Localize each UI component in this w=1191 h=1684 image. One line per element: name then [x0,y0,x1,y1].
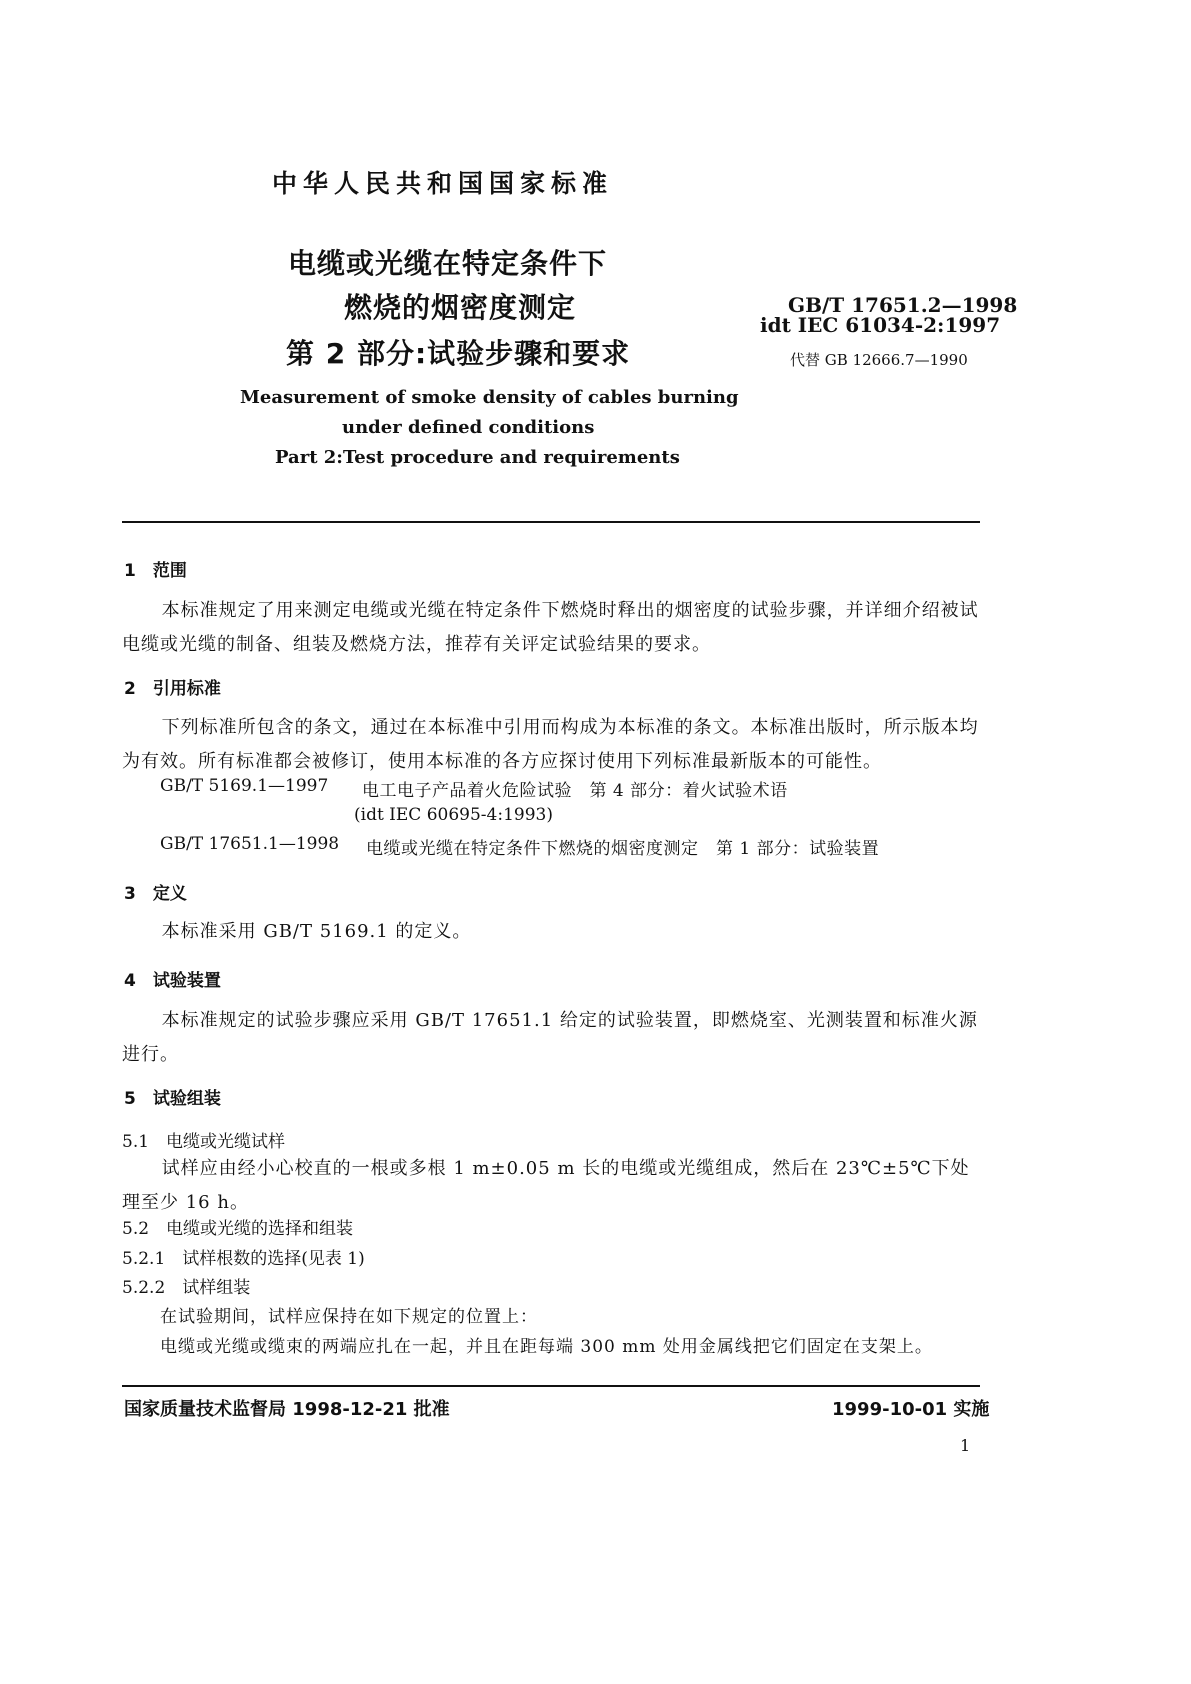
reference-2-code: GB/T 17651.1—1998 [160,834,340,854]
section-3-text: 本标准采用 GB/T 5169.1 的定义。 [161,921,472,942]
reference-2-title: 电缆或光缆在特定条件下燃烧的烟密度测定 第 1 部分：试验装置 [366,839,880,859]
title-cn-line2: 燃烧的烟密度测定 [344,291,577,324]
section-3-heading: 3 定义 [124,884,187,904]
header-divider [122,521,980,523]
title-en-line2: under defined conditions [342,417,595,438]
replaces-standard: 代替 GB 12666.7—1990 [790,351,968,369]
section-4-text: 本标准规定的试验步骤应采用 GB/T 17651.1 给定的试验装置，即燃烧室、光测装置和标准火源进行。 [122,1010,978,1065]
title-cn-line1: 电缆或光缆在特定条件下 [288,247,608,280]
idt-reference: idt IEC 61034-2:1997 [760,313,1001,337]
section-1-heading: 1 范围 [124,561,187,581]
reference-1-title: 电工电子产品着火危险试验 第 4 部分：着火试验术语 [362,781,788,801]
section-5-2-2-text-2: 电缆或光缆或缆束的两端应扎在一起，并且在距每端 300 mm 处用金属线把它们固定在支架上。 [160,1337,933,1357]
standard-number: GB/T 17651.2—1998 [788,293,1018,317]
reference-1-idt: (idt IEC 60695-4:1993) [354,805,553,825]
title-en-line1: Measurement of smoke density of cables burning [240,387,739,408]
page-number: 1 [960,1436,971,1455]
section-5-heading: 5 试验组装 [124,1089,221,1109]
approval-line: 国家质量技术监督局 1998-12-21 批准 [124,1399,450,1420]
section-5-2-2-text-1: 在试验期间，试样应保持在如下规定的位置上： [160,1307,538,1327]
implementation-date: 1999-10-01 实施 [832,1399,990,1420]
section-5-2-heading: 5.2 电缆或光缆的选择和组装 [122,1219,354,1239]
section-4-heading: 4 试验装置 [124,971,221,991]
title-cn-line3: 第 2 部分:试验步骤和要求 [286,337,631,370]
title-en-line3: Part 2:Test procedure and requirements [275,447,680,468]
section-2-heading: 2 引用标准 [124,679,221,699]
section-1-text: 本标准规定了用来测定电缆或光缆在特定条件下燃烧时释出的烟密度的试验步骤，并详细介绍被试电缆或光缆的制备、组装及燃烧方法，推荐有关评定试验结果的要求。 [122,600,979,655]
section-5-1-heading: 5.1 电缆或光缆试样 [122,1132,286,1152]
national-standard-heading: 中华人民共和国国家标准 [272,169,614,198]
section-5-2-1-heading: 5.2.1 试样根数的选择(见表 1) [122,1249,365,1269]
section-2-text: 下列标准所包含的条文，通过在本标准中引用而构成为本标准的条文。本标准出版时，所示版本均为有效。所有标准都会被修订，使用本标准的各方应探讨使用下列标准最新版本的可能性。 [122,717,979,772]
section-5-1-text: 试样应由经小心校直的一根或多根 1 m±0.05 m 长的电缆或光缆组成，然后在 23℃±5℃下处理至少 16 h。 [122,1158,970,1213]
section-5-2-2-heading: 5.2.2 试样组装 [122,1278,251,1298]
reference-1-code: GB/T 5169.1—1997 [160,776,329,796]
footer-divider [122,1385,980,1387]
